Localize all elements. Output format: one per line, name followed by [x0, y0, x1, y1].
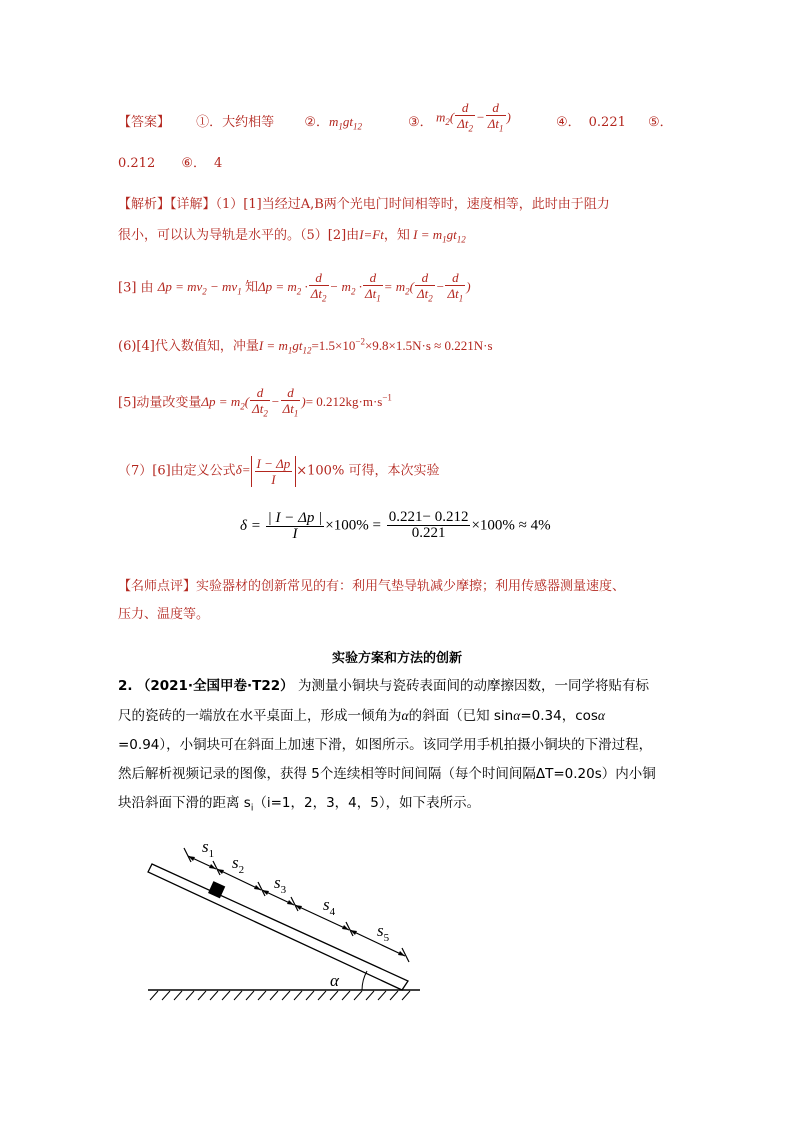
formula-impulse: $I = m_1gt_{12}$	[409, 227, 466, 245]
step-5-label: [5]动量改变量	[118, 395, 202, 411]
section-title: 实验方案和方法的创新	[331, 651, 462, 666]
incline-figure	[140, 830, 430, 1015]
answer-value-5: 0.212	[118, 156, 156, 171]
answer-num-6: ⑥．	[181, 156, 207, 171]
analysis-tag: 【解析】【详解】	[118, 197, 216, 212]
question-line-3: =0.94），小铜块可在斜面上加速下滑，如图所示。该同学用手机拍摄小铜块的下滑过程，	[118, 737, 653, 753]
analysis-text-2c: ，知	[383, 228, 410, 243]
question-number: 2.	[118, 678, 133, 694]
ground-hatch	[150, 991, 410, 1000]
answer-value-3: $m_2$( $\frac{d}{\Delta t_2}$ − $\frac{d}{\Delta t_1}$ )	[436, 100, 511, 134]
question-text	[118, 672, 678, 824]
question-line-2: 尺的瓷砖的一端放在水平桌面上，形成一倾角为α的斜面（已知 sinα=0.34，cosα	[118, 708, 606, 724]
analysis-line-1	[118, 193, 610, 212]
answer-num-2: ②．	[304, 115, 329, 130]
question-line-4: 然后解析视频记录的图像，获得 5个连续相等时间间隔（每个时间间隔ΔT=0.20s）内小铜	[118, 766, 656, 782]
answer-num-1: ①．	[196, 115, 223, 130]
step-5-result: = $0.212kg\cdot m\cdot s^{-1}$	[305, 392, 392, 410]
answer-num-5: ⑤．	[648, 115, 673, 130]
step-6	[118, 456, 439, 487]
step-4-symbol: $I = m_1gt_{12}$	[258, 338, 312, 356]
answer-line-2	[118, 152, 222, 171]
step-6-label: （7）[6]由定义公式	[118, 463, 236, 479]
angle-label: α	[330, 971, 339, 990]
step-6-suffix: ×100% 可得，本次实验	[296, 463, 440, 479]
answer-tag: 【答案】	[118, 115, 171, 130]
label-s4: $s_4$	[323, 895, 336, 918]
answer-num-4: ④． 0.221	[556, 115, 626, 130]
final-formula: δ = $\frac{| I - \Delta p |}{I}$ ×100% = $\frac{0.221- 0.212}{0.221}$ ×100% ≈ 4%	[240, 509, 551, 542]
step-3-formula: $\Delta p = mv_2 - mv_1$ 知$\Delta p = m_2$ · $\frac{d}{\Delta t_2}$ − $m_2$ · $\frac{d}{\Delta t_1}$ = $m_2$( $\frac{d}{\Delta t_2}$ − $\frac{d}{\Delta t_1}$ )	[157, 270, 471, 304]
question-source: （2021·全国甲卷·T22）	[136, 678, 294, 694]
question-line-5: 块沿斜面下滑的距离 $s_i(i=1$，2，3，4，5），如下表所示。	[118, 795, 481, 814]
answer-value-4: 0.221	[588, 115, 626, 130]
answer-value-6: 4	[214, 156, 223, 171]
analysis-line-2	[118, 224, 466, 245]
step-4-value: $=1.5\times 10^{-2}\times 9.8\times 1.5N\cdot s \approx 0.221N\cdot s$	[311, 336, 493, 353]
answer-line	[118, 111, 362, 132]
question-line-1: 2. （2021·全国甲卷·T22） 为测量小铜块与瓷砖表面间的动摩擦因数，一同学将贴有标	[118, 678, 649, 694]
label-s1: $s_1$	[202, 837, 215, 860]
label-s3: $s_3$	[274, 873, 287, 896]
teacher-comment-2: 压力、温度等。	[118, 607, 210, 622]
step-4-label: (6)[4]代入数值知，冲量	[118, 339, 259, 354]
analysis-text-1: （1）[1]当经过A,B两个光电门时间相等时，速度相等，此时由于阻力	[215, 197, 610, 212]
step-3-label: [3] 由	[118, 280, 154, 296]
teacher-comment-1: 【名师点评】实验器材的创新常见的有：利用气垫导轨减少摩擦；利用传感器测量速度、	[118, 579, 626, 594]
answer-num-3: ③．	[408, 115, 433, 130]
answer-value-1: 大约相等	[222, 115, 275, 130]
step-5	[118, 385, 392, 422]
formula-ift: I=Ft	[359, 227, 384, 242]
analysis-text-2: 很小，可以认为导轨是水平的。（5）[2]由	[118, 228, 360, 243]
label-s5: $s_5$	[377, 921, 390, 944]
step-5-formula: $\Delta p = m_2$( $\frac{d}{\Delta t_2}$ − $\frac{d}{\Delta t_1}$ )	[201, 385, 306, 419]
label-s2: $s_2$	[232, 853, 245, 876]
answer-value-2: $m_1gt_{12}$	[328, 114, 362, 132]
step-3	[118, 270, 471, 307]
step-6-formula: δ= $\frac{I - \Delta p}{I}$	[236, 462, 297, 477]
step-4	[118, 335, 493, 356]
